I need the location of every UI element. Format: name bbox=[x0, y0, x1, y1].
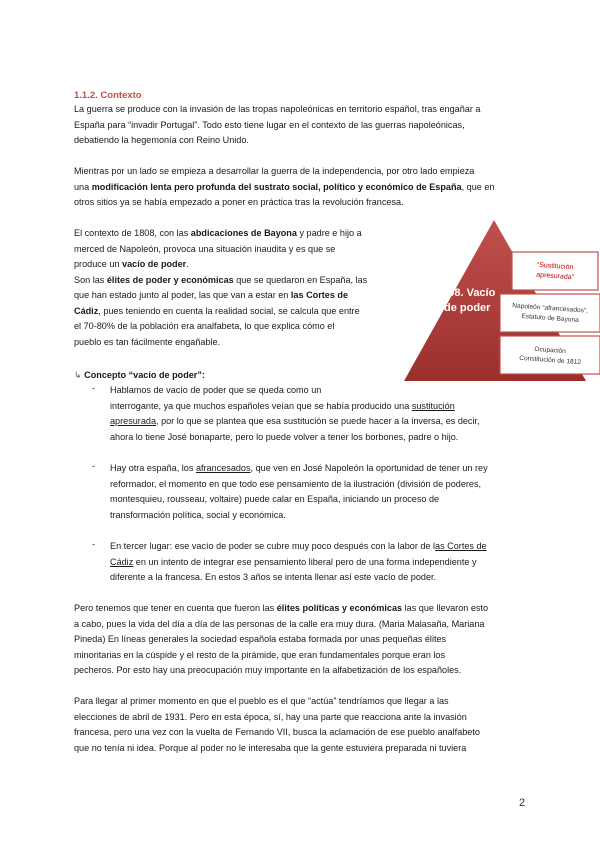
text-span: las que llevaron esto bbox=[402, 603, 489, 613]
bullet-item-afrancesados bbox=[110, 461, 526, 523]
text-span: una bbox=[74, 181, 92, 192]
paragraph-independence-war bbox=[74, 164, 526, 211]
text-line: elecciones de abril de 1931. Pero en esta época, sí, hay una parte que reacciona ante la invasión bbox=[74, 711, 467, 722]
text-line: Pineda) En líneas generales la sociedad española estaba formada por unas pequeñas élites bbox=[74, 634, 447, 644]
bold-text: abdicaciones de Bayona bbox=[190, 228, 297, 238]
pyramid-diagram bbox=[398, 216, 600, 384]
text-line: pecheros. Por esto hay una preocupación muy importante en la alfabetización de los españoles. bbox=[74, 665, 462, 675]
underlined-text: afrancesados bbox=[195, 463, 251, 473]
text-line: debatiendo la hegemonía con Reino Unido. bbox=[74, 135, 249, 145]
text-line: merced de Napoleón, provoca una situación inaudita y es que se bbox=[74, 243, 336, 254]
text-line bbox=[74, 601, 526, 617]
box3-line1: Ocupación bbox=[534, 345, 567, 356]
text-line: Hablamos de vacío de poder que se queda como un bbox=[110, 385, 322, 395]
bold-text: modificación lenta pero profunda del sustrato social, político y económico de España bbox=[91, 181, 462, 192]
text-span: produce un bbox=[74, 259, 123, 269]
bold-text: élites de poder y económicas bbox=[106, 274, 234, 285]
text-line bbox=[74, 226, 392, 242]
text-line bbox=[74, 257, 392, 273]
text-line: el 70-80% de la población era analfabeta, lo que explica cómo el bbox=[74, 321, 335, 331]
text-span: en un intento de integrar ese pensamiento liberal pero de una forma independiente y bbox=[133, 556, 477, 567]
text-line bbox=[74, 180, 526, 196]
underlined-text: as Cortes de bbox=[435, 541, 487, 551]
text-line bbox=[74, 273, 392, 289]
text-span: , pues teniendo en cuenta la realidad social, se calcula que entre bbox=[98, 305, 360, 316]
text-line: transformación política, social y económica. bbox=[110, 509, 286, 520]
text-span: , que en bbox=[461, 181, 495, 192]
text-line: francesa, pero una vez con la vuelta de Fernando VII, busca la aclamación de ese pueblo analfabeto bbox=[74, 727, 480, 737]
text-line: reformador, el momento en que todo ese pensamiento de la ilustración (división de poderes, bbox=[110, 478, 482, 489]
text-line bbox=[110, 461, 526, 477]
text-span: . bbox=[186, 259, 189, 269]
text-span: Pero tenemos que tener en cuenta que fueron las bbox=[74, 603, 277, 613]
text-line bbox=[110, 414, 526, 430]
diagram-box-ocupacion bbox=[500, 336, 600, 374]
underlined-text: sustitución bbox=[411, 400, 455, 411]
text-span: , que ven en José Napoleón la oportunidad de tener un rey bbox=[250, 463, 488, 473]
text-line: La guerra se produce con la invasión de las tropas napoleónicas en territorio español, tras engañar a bbox=[74, 104, 481, 114]
paragraph-1808-context bbox=[74, 226, 392, 350]
concept-heading bbox=[74, 368, 374, 384]
box2-line1: Napoleón “afrancesados”, bbox=[512, 302, 589, 315]
text-line bbox=[110, 539, 526, 555]
text-span: El contexto de 1808, con las bbox=[74, 228, 191, 238]
text-span: interrogante, ya que muchos españoles veían que se había producido una bbox=[110, 400, 412, 411]
bold-text: las Cortes de bbox=[290, 290, 349, 300]
section-heading: 1.1.2. Contexto bbox=[74, 90, 142, 101]
text-line bbox=[74, 288, 392, 304]
text-line: pueblo es tan fácilmente engañable. bbox=[74, 336, 221, 347]
paragraph-context-intro bbox=[74, 102, 526, 149]
box1-line2: apresurada” bbox=[536, 271, 575, 282]
text-line: a cabo, pues la vida del día a día de las personas de la calle era muy dura. (Maria Malasaña, Mariana bbox=[74, 618, 485, 629]
underlined-text: Cádiz bbox=[110, 556, 134, 567]
paragraph-elites bbox=[74, 601, 526, 679]
diagram-title-line2: de poder bbox=[444, 302, 491, 314]
text-span: que han estado junto al poder, las que van a estar en bbox=[74, 290, 291, 300]
bullet-dash: - bbox=[92, 461, 95, 471]
box2-line2: Estatuto de Bayona bbox=[521, 313, 580, 325]
text-span: Hay otra españa, los bbox=[110, 463, 196, 473]
bullet-dash: - bbox=[92, 539, 95, 549]
box3-line2: Constitución de 1812 bbox=[518, 354, 582, 367]
text-line bbox=[74, 304, 392, 320]
text-line: ahora lo tiene José bonaparte, pero lo puede volver a tener los borbones, padre o hijo. bbox=[110, 431, 459, 442]
bullet-item-cortes bbox=[110, 539, 526, 586]
text-span: Son las bbox=[74, 274, 107, 285]
underlined-text: apresurada bbox=[110, 416, 157, 426]
text-span: , por lo que se plantea que esa sustitución se puede hacer a la inversa, es decir, bbox=[156, 416, 480, 426]
bold-text: Cádiz bbox=[74, 305, 99, 316]
bullet-dash: - bbox=[92, 383, 95, 393]
bold-text: vacío de poder bbox=[122, 259, 187, 269]
text-line bbox=[110, 555, 526, 571]
text-line: Para llegar al primer momento en que el pueblo es el que “actúa” tendríamos que llegar a las bbox=[74, 696, 449, 706]
text-line: España para “invadir Portugal”. Todo esto tiene lugar en el contexto de las guerras napoleónicas, bbox=[74, 119, 465, 130]
text-line: diferente a la francesa. En estos 3 años se intenta llenar así este vacío de poder. bbox=[110, 572, 437, 582]
arrow-icon: ↳ bbox=[74, 370, 82, 380]
page-number: 2 bbox=[519, 797, 526, 809]
text-span: y padre e hijo a bbox=[296, 228, 362, 238]
text-line bbox=[110, 399, 526, 415]
bold-text: élites políticas y económicas bbox=[276, 603, 403, 613]
text-line: Mientras por un lado se empieza a desarrollar la guerra de la independencia, por otro lado empieza bbox=[74, 166, 475, 176]
bullet-item-sustitucion bbox=[110, 383, 526, 445]
text-line: otros sitios ya se había empezado a poner en práctica tras la revolución francesa. bbox=[74, 197, 404, 207]
box1-line1: “Sustitución bbox=[536, 261, 574, 272]
text-span: que se quedaron en España, las bbox=[233, 274, 368, 285]
paragraph-1931 bbox=[74, 694, 526, 756]
diagram-box-sustitucion bbox=[512, 252, 598, 290]
text-span: En tercer lugar: ese vacío de poder se cubre muy poco después con la labor de l bbox=[110, 541, 436, 551]
text-line: que no tenía ni idea. Porque al poder no le interesaba que la gente estuviera preparada ni tuviera bbox=[74, 742, 467, 753]
text-line: minoritarias en la cúspide y el resto de la pirámide, que eran fundamentales porque eran los bbox=[74, 649, 446, 660]
diagram-title-line1: 1808. Vacío bbox=[436, 287, 496, 299]
concept-label: Concepto “vacío de poder”: bbox=[84, 370, 205, 380]
diagram-box-napoleon bbox=[500, 294, 600, 332]
text-line: montesquieu, rousseau, voltaire) puede calar en España, iniciando un proceso de bbox=[110, 494, 440, 504]
